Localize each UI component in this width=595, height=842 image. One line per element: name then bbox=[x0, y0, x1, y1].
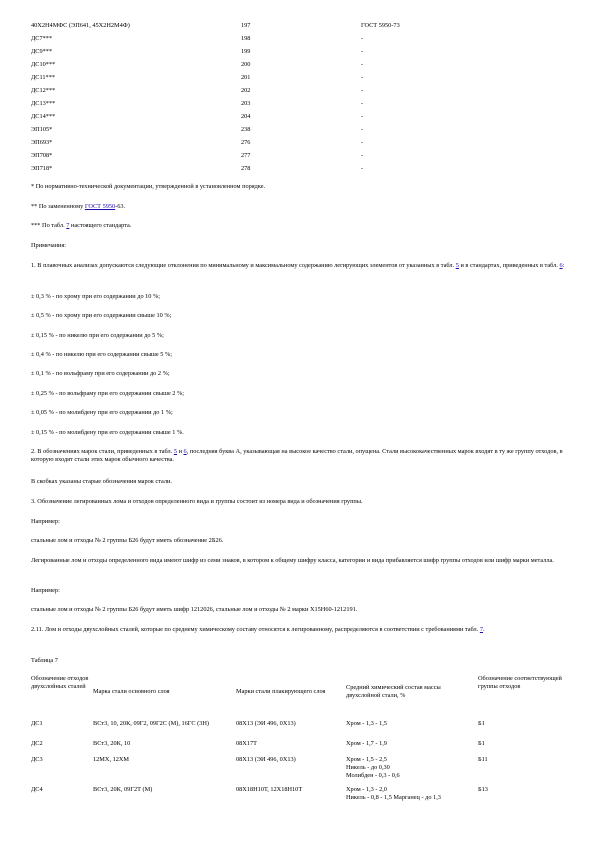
grade-cell: 40Х2Н4МФС (ЭП641, 45Х2Н2М4Ф) bbox=[31, 22, 130, 29]
column-header: Марки стали плакирующего слоя bbox=[236, 688, 326, 695]
standard-cell: - bbox=[361, 152, 364, 159]
list-item bbox=[31, 74, 591, 84]
number-cell: 278 bbox=[241, 165, 251, 172]
grade-cell: ЭП693* bbox=[31, 139, 53, 146]
list-item bbox=[31, 100, 591, 110]
table-5-link-2[interactable]: 5 bbox=[173, 448, 177, 455]
note-3: 3. Обозначение легированных лома и отходов определенного вида и группы состоит из номера вида и обозначения группы. bbox=[31, 498, 363, 505]
table-cell: Б1 bbox=[478, 720, 485, 727]
table-7-link-2[interactable]: 7 bbox=[479, 626, 484, 633]
note-2 bbox=[31, 448, 566, 464]
column-header: Средний химический состав массы двухслойной стали, % bbox=[346, 684, 441, 699]
note-1-text-b: анализах допускаются следующие отклонения по минимальному и максимальному содержанию легирующих элементов от указанных в табл. bbox=[73, 262, 456, 269]
table-cell: Б13 bbox=[478, 786, 488, 793]
tolerance-item: ± 0,4 % - по никелю при его содержании свыше 5 %; bbox=[31, 351, 172, 358]
example-1-label: Например: bbox=[31, 518, 60, 525]
table-cell: 08Х18Н10Т, 12Х18Н10Т bbox=[236, 786, 303, 793]
table-cell: Б11 bbox=[478, 756, 488, 763]
standard-cell: - bbox=[361, 35, 364, 42]
list-item bbox=[31, 139, 591, 149]
grade-cell: ЭП105* bbox=[31, 126, 53, 133]
table-7-link[interactable]: 7 bbox=[66, 222, 70, 229]
grade-cell: ДС11*** bbox=[31, 74, 56, 81]
clause-2-11-tail: . bbox=[483, 626, 485, 633]
tolerance-item: ± 0,05 % - по молибдену при его содержании до 1 %; bbox=[31, 409, 173, 416]
number-cell: 200 bbox=[241, 61, 251, 68]
list-item bbox=[31, 152, 591, 162]
footnote-1: * По нормативно-технической документации, утвержденной в установленном порядке. bbox=[31, 183, 266, 190]
list-item bbox=[31, 165, 591, 175]
grade-cell: ДС10*** bbox=[31, 61, 56, 68]
list-item bbox=[31, 61, 591, 71]
old-names-note: В скобках указаны старые обозначения марок стали. bbox=[31, 478, 172, 485]
standard-cell: - bbox=[361, 87, 364, 94]
standard-cell: - bbox=[361, 139, 364, 146]
table-cell: ДС1 bbox=[31, 720, 43, 727]
table-cell: ВСт3, 10, 20К, 09Г2, 09Г2С (М), 16ГС (3Н) bbox=[93, 720, 210, 727]
footnote-2-text: ** По замененному bbox=[31, 203, 85, 210]
list-item bbox=[31, 87, 591, 97]
table-cell: Б1 bbox=[478, 740, 485, 747]
number-cell: 199 bbox=[241, 48, 251, 55]
grade-cell: ДС14*** bbox=[31, 113, 56, 120]
table-cell: ВСт3, 20К, 09Г2Т (М) bbox=[93, 786, 153, 793]
example-2-label: Например: bbox=[31, 587, 60, 594]
table-cell: ДС4 bbox=[31, 786, 43, 793]
standard-cell: - bbox=[361, 74, 364, 81]
standard-cell: - bbox=[361, 113, 364, 120]
table-5-link[interactable]: 5 bbox=[455, 262, 459, 269]
tolerance-item: ± 0,15 % - по никелю при его содержании до 5 %; bbox=[31, 332, 164, 339]
list-item bbox=[31, 126, 591, 136]
note-1-text-d: : bbox=[562, 262, 565, 269]
tolerance-item: ± 0,3 % - по хрому при его содержании до 10 %; bbox=[31, 293, 161, 300]
tolerance-item: ± 0,5 % - по хрому при его содержании свыше 10 %; bbox=[31, 312, 172, 319]
list-item bbox=[31, 22, 591, 32]
standard-cell: - bbox=[361, 48, 364, 55]
note-2-text-b: и bbox=[177, 448, 184, 455]
column-header: Марка стали основного слоя bbox=[93, 688, 170, 695]
tolerance-item: ± 0,15 % - по молибдену при его содержании свыше 1 %. bbox=[31, 429, 184, 436]
table-cell: ДС3 bbox=[31, 756, 43, 763]
table-cell: 08Х13 (ЭИ 496, 0Х13) bbox=[236, 756, 296, 763]
list-item bbox=[31, 35, 591, 45]
note-1-text-c: и в стандартах, приведенных в табл. bbox=[458, 262, 560, 269]
number-cell: 201 bbox=[241, 74, 251, 81]
number-cell: 276 bbox=[241, 139, 251, 146]
table-6-link[interactable]: 6 bbox=[559, 262, 563, 269]
footnote-3 bbox=[31, 222, 566, 230]
number-cell: 277 bbox=[241, 152, 251, 159]
grade-cell: ДС7*** bbox=[31, 35, 53, 42]
table-cell: 08Х17Т bbox=[236, 740, 257, 747]
tolerance-item: ± 0,25 % - по вольфраму при его содержании свыше 2 %; bbox=[31, 390, 185, 397]
note-2-text-c: , последняя буква А, указывающая на высокое качество стали, опущена. Стали высококачественных марок входят в ту же группу отходов, в которую входят стали этих марок обычного качества. bbox=[31, 448, 563, 463]
table-cell: Хром - 1,5 - 2,5 Никель - до 0,30 Молибден - 0,3 - 0,6 bbox=[346, 756, 400, 779]
table-cell: ДС2 bbox=[31, 740, 43, 747]
list-item bbox=[31, 48, 591, 58]
gost-5950-link[interactable]: ГОСТ 5950 bbox=[84, 203, 116, 210]
list-item bbox=[31, 113, 591, 123]
footnote-2 bbox=[31, 203, 566, 211]
table-cell: 12МХ, 12ХМ bbox=[93, 756, 130, 763]
table-cell: Хром - 1,7 - 1,9 bbox=[346, 740, 387, 747]
clause-2-11-text: 2.11. Лом и отходы двухслойных сталей, которые по среднему химическому составу относятся к легированному, распределяются в соответствии с требованиями табл. bbox=[31, 626, 480, 633]
table-cell: Хром - 1,3 - 2,0 Никель - 0,8 - 1,5 Марганец - до 1,3 bbox=[346, 786, 441, 801]
standard-cell: - bbox=[361, 165, 364, 172]
notes-title: Примечания: bbox=[31, 242, 67, 249]
column-header: Обозначение соответствующей группы отходов bbox=[478, 675, 562, 690]
grade-cell: ДС9*** bbox=[31, 48, 53, 55]
table-6-link-2[interactable]: 6 bbox=[183, 448, 187, 455]
number-cell: 197 bbox=[241, 22, 251, 29]
table-cell: Хром - 1,3 - 1,5 bbox=[346, 720, 387, 727]
footnote-3-text: *** По табл. bbox=[31, 222, 67, 229]
column-header: Обозначение отходов двухслойных сталей bbox=[31, 675, 89, 690]
standard-cell: ГОСТ 5950-73 bbox=[361, 22, 400, 29]
grade-cell: ДС13*** bbox=[31, 100, 56, 107]
footnote-2-tail: -63. bbox=[115, 203, 126, 210]
note-4: Легированные лом и отходы определенного вида имеют шифр из семи знаков, в котором к общему шифру класса, категории и вида прибавляется шифр группы отходов или шифр марки металла. bbox=[31, 557, 554, 564]
table-caption: Таблица 7 bbox=[31, 657, 58, 664]
number-cell: 238 bbox=[241, 126, 251, 133]
standard-cell: - bbox=[361, 126, 364, 133]
grade-cell: ЭП718* bbox=[31, 165, 53, 172]
note-2-text-a: 2. В обозначениях марок стали, приведенных в табл. bbox=[31, 448, 174, 455]
number-cell: 198 bbox=[241, 35, 251, 42]
footnote-3-tail: настоящего стандарта. bbox=[69, 222, 132, 229]
note-1 bbox=[31, 262, 566, 270]
grade-cell: ДС12*** bbox=[31, 87, 56, 94]
example-1: стальные лом и отходы № 2 группы Б26 будут иметь обозначение 2Б26. bbox=[31, 537, 224, 544]
tolerance-item: ± 0,1 % - по вольфраму при его содержании до 2 %; bbox=[31, 370, 170, 377]
number-cell: 203 bbox=[241, 100, 251, 107]
table-cell: 08Х13 (ЭИ 496, 0Х13) bbox=[236, 720, 296, 727]
standard-cell: - bbox=[361, 100, 364, 107]
note-1-text-a: 1. В плавочных bbox=[31, 262, 74, 269]
number-cell: 202 bbox=[241, 87, 251, 94]
grade-cell: ЭП708* bbox=[31, 152, 53, 159]
table-cell: ВСт3, 20К, 10 bbox=[93, 740, 131, 747]
number-cell: 204 bbox=[241, 113, 251, 120]
example-2: стальные лом и отходы № 2 группы Б26 будут иметь шифр 1212026, стальные лом и отходы № 2 марки Х15Н60-1212191. bbox=[31, 606, 358, 613]
clause-2-11 bbox=[31, 626, 566, 634]
standard-cell: - bbox=[361, 61, 364, 68]
